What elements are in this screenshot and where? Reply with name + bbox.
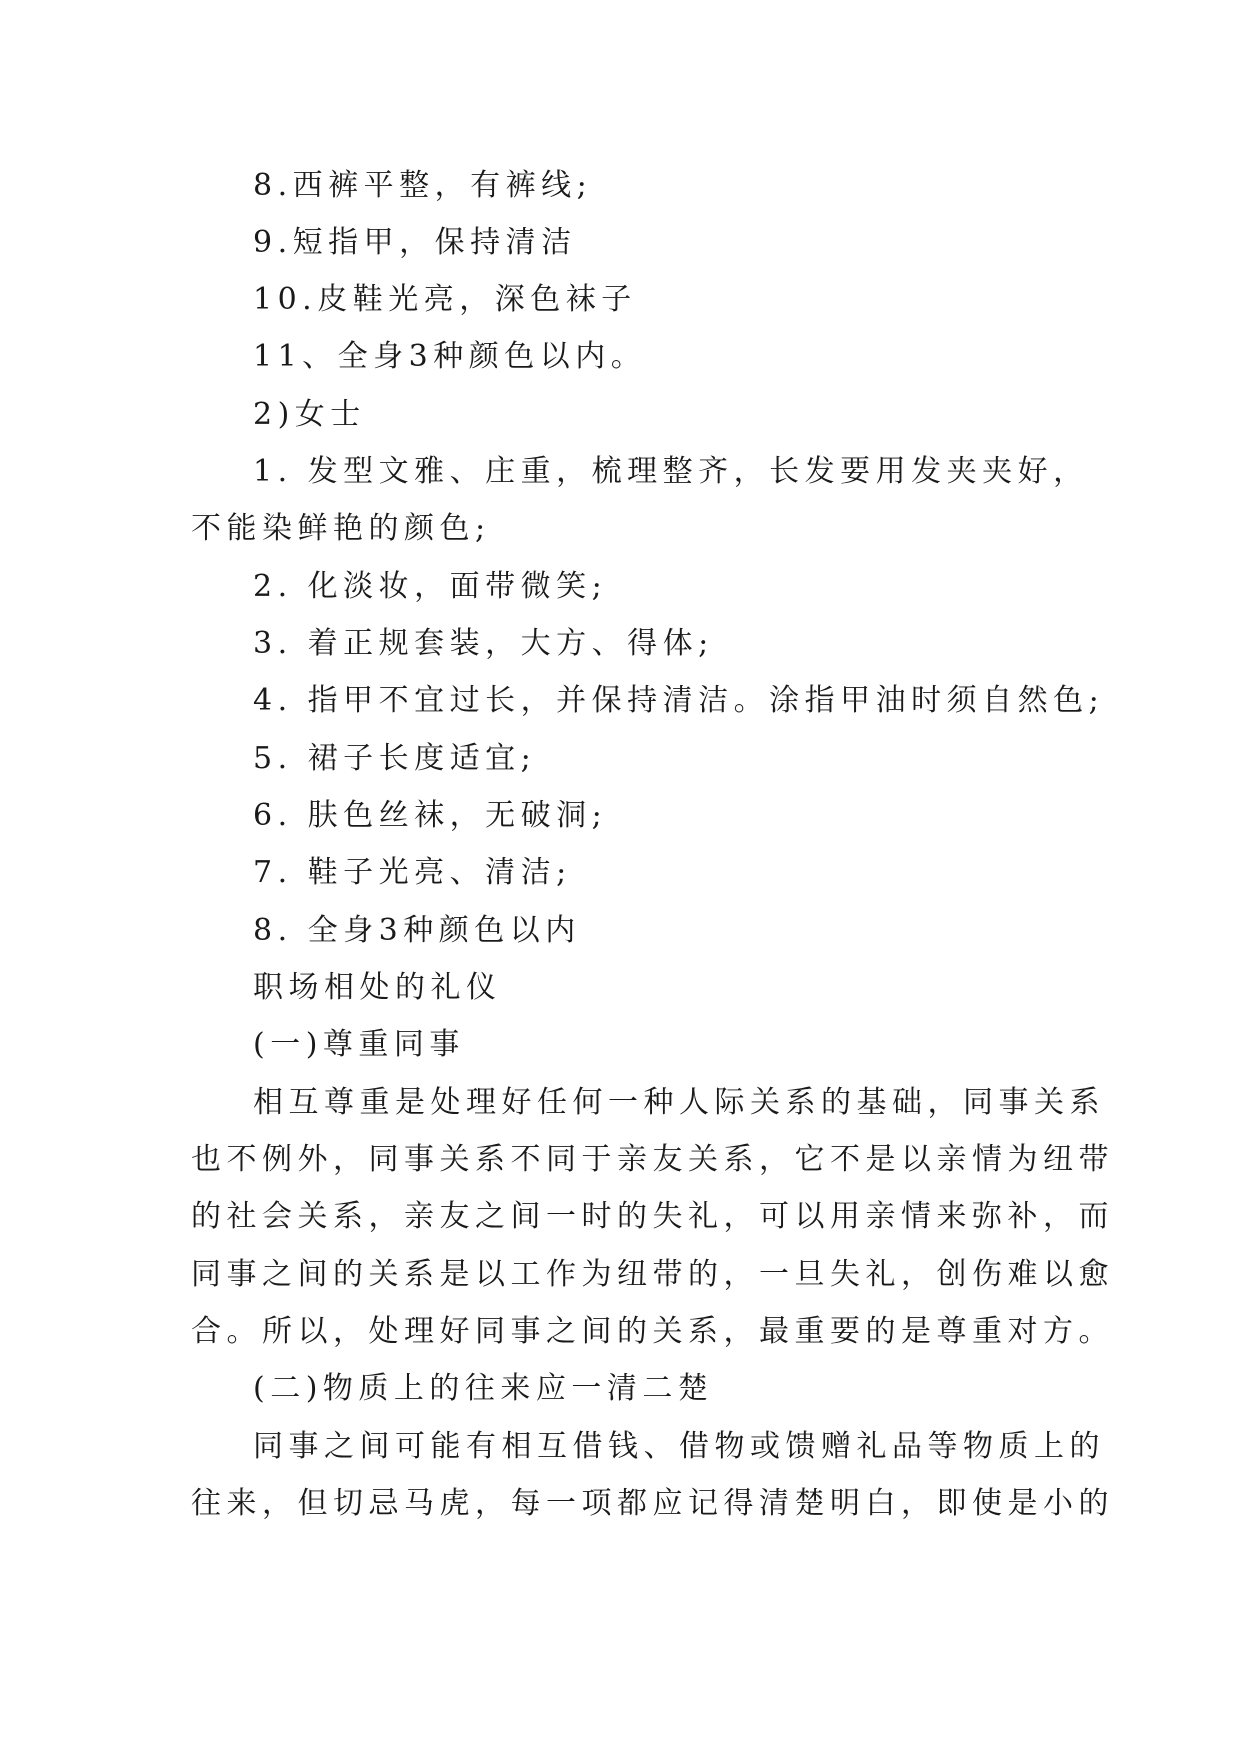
text-line: 5. 裙子长度适宜; (253, 741, 537, 776)
text-line: 8.西裤平整，有裤线; (253, 168, 593, 203)
text-line: 8. 全身3种颜色以内 (253, 913, 581, 948)
section-heading: 职场相处的礼仪 (253, 970, 502, 1005)
text-line: 11、全身3种颜色以内。 (253, 339, 647, 374)
text-line: 同事之间的关系是以工作为纽带的，一旦失礼，创伤难以愈 (191, 1257, 1114, 1292)
text-line: 不能染鲜艳的颜色; (191, 511, 491, 546)
text-line: 同事之间可能有相互借钱、借物或馈赠礼品等物质上的 (253, 1429, 1105, 1464)
text-line: 9.短指甲，保持清洁 (253, 225, 577, 260)
text-line: 3. 着正规套装，大方、得体; (253, 626, 714, 661)
text-line: 往来，但切忌马虎，每一项都应记得清楚明白，即使是小的 (191, 1486, 1114, 1521)
text-line: 7. 鞋子光亮、清洁; (253, 855, 572, 890)
text-line: 的社会关系，亲友之间一时的失礼，可以用亲情来弥补，而 (191, 1199, 1114, 1234)
text-line: 合。所以，处理好同事之间的关系，最重要的是尊重对方。 (191, 1314, 1114, 1349)
text-line: 10.皮鞋光亮，深色袜子 (253, 282, 637, 317)
text-line: 1. 发型文雅、庄重，梳理整齐，长发要用发夹夹好， (253, 454, 1089, 489)
text-line: 4. 指甲不宜过长，并保持清洁。涂指甲油时须自然色; (253, 683, 1105, 718)
text-line: 2. 化淡妆，面带微笑; (253, 569, 608, 604)
subsection-heading: (一)尊重同事 (253, 1027, 465, 1062)
subsection-heading: (二)物质上的往来应一清二楚 (253, 1371, 714, 1406)
text-line: 也不例外，同事关系不同于亲友关系，它不是以亲情为纽带 (191, 1142, 1114, 1177)
text-line: 2)女士 (253, 397, 366, 432)
text-line: 6. 肤色丝袜，无破洞; (253, 798, 608, 833)
text-line: 相互尊重是处理好任何一种人际关系的基础，同事关系 (253, 1085, 1105, 1120)
